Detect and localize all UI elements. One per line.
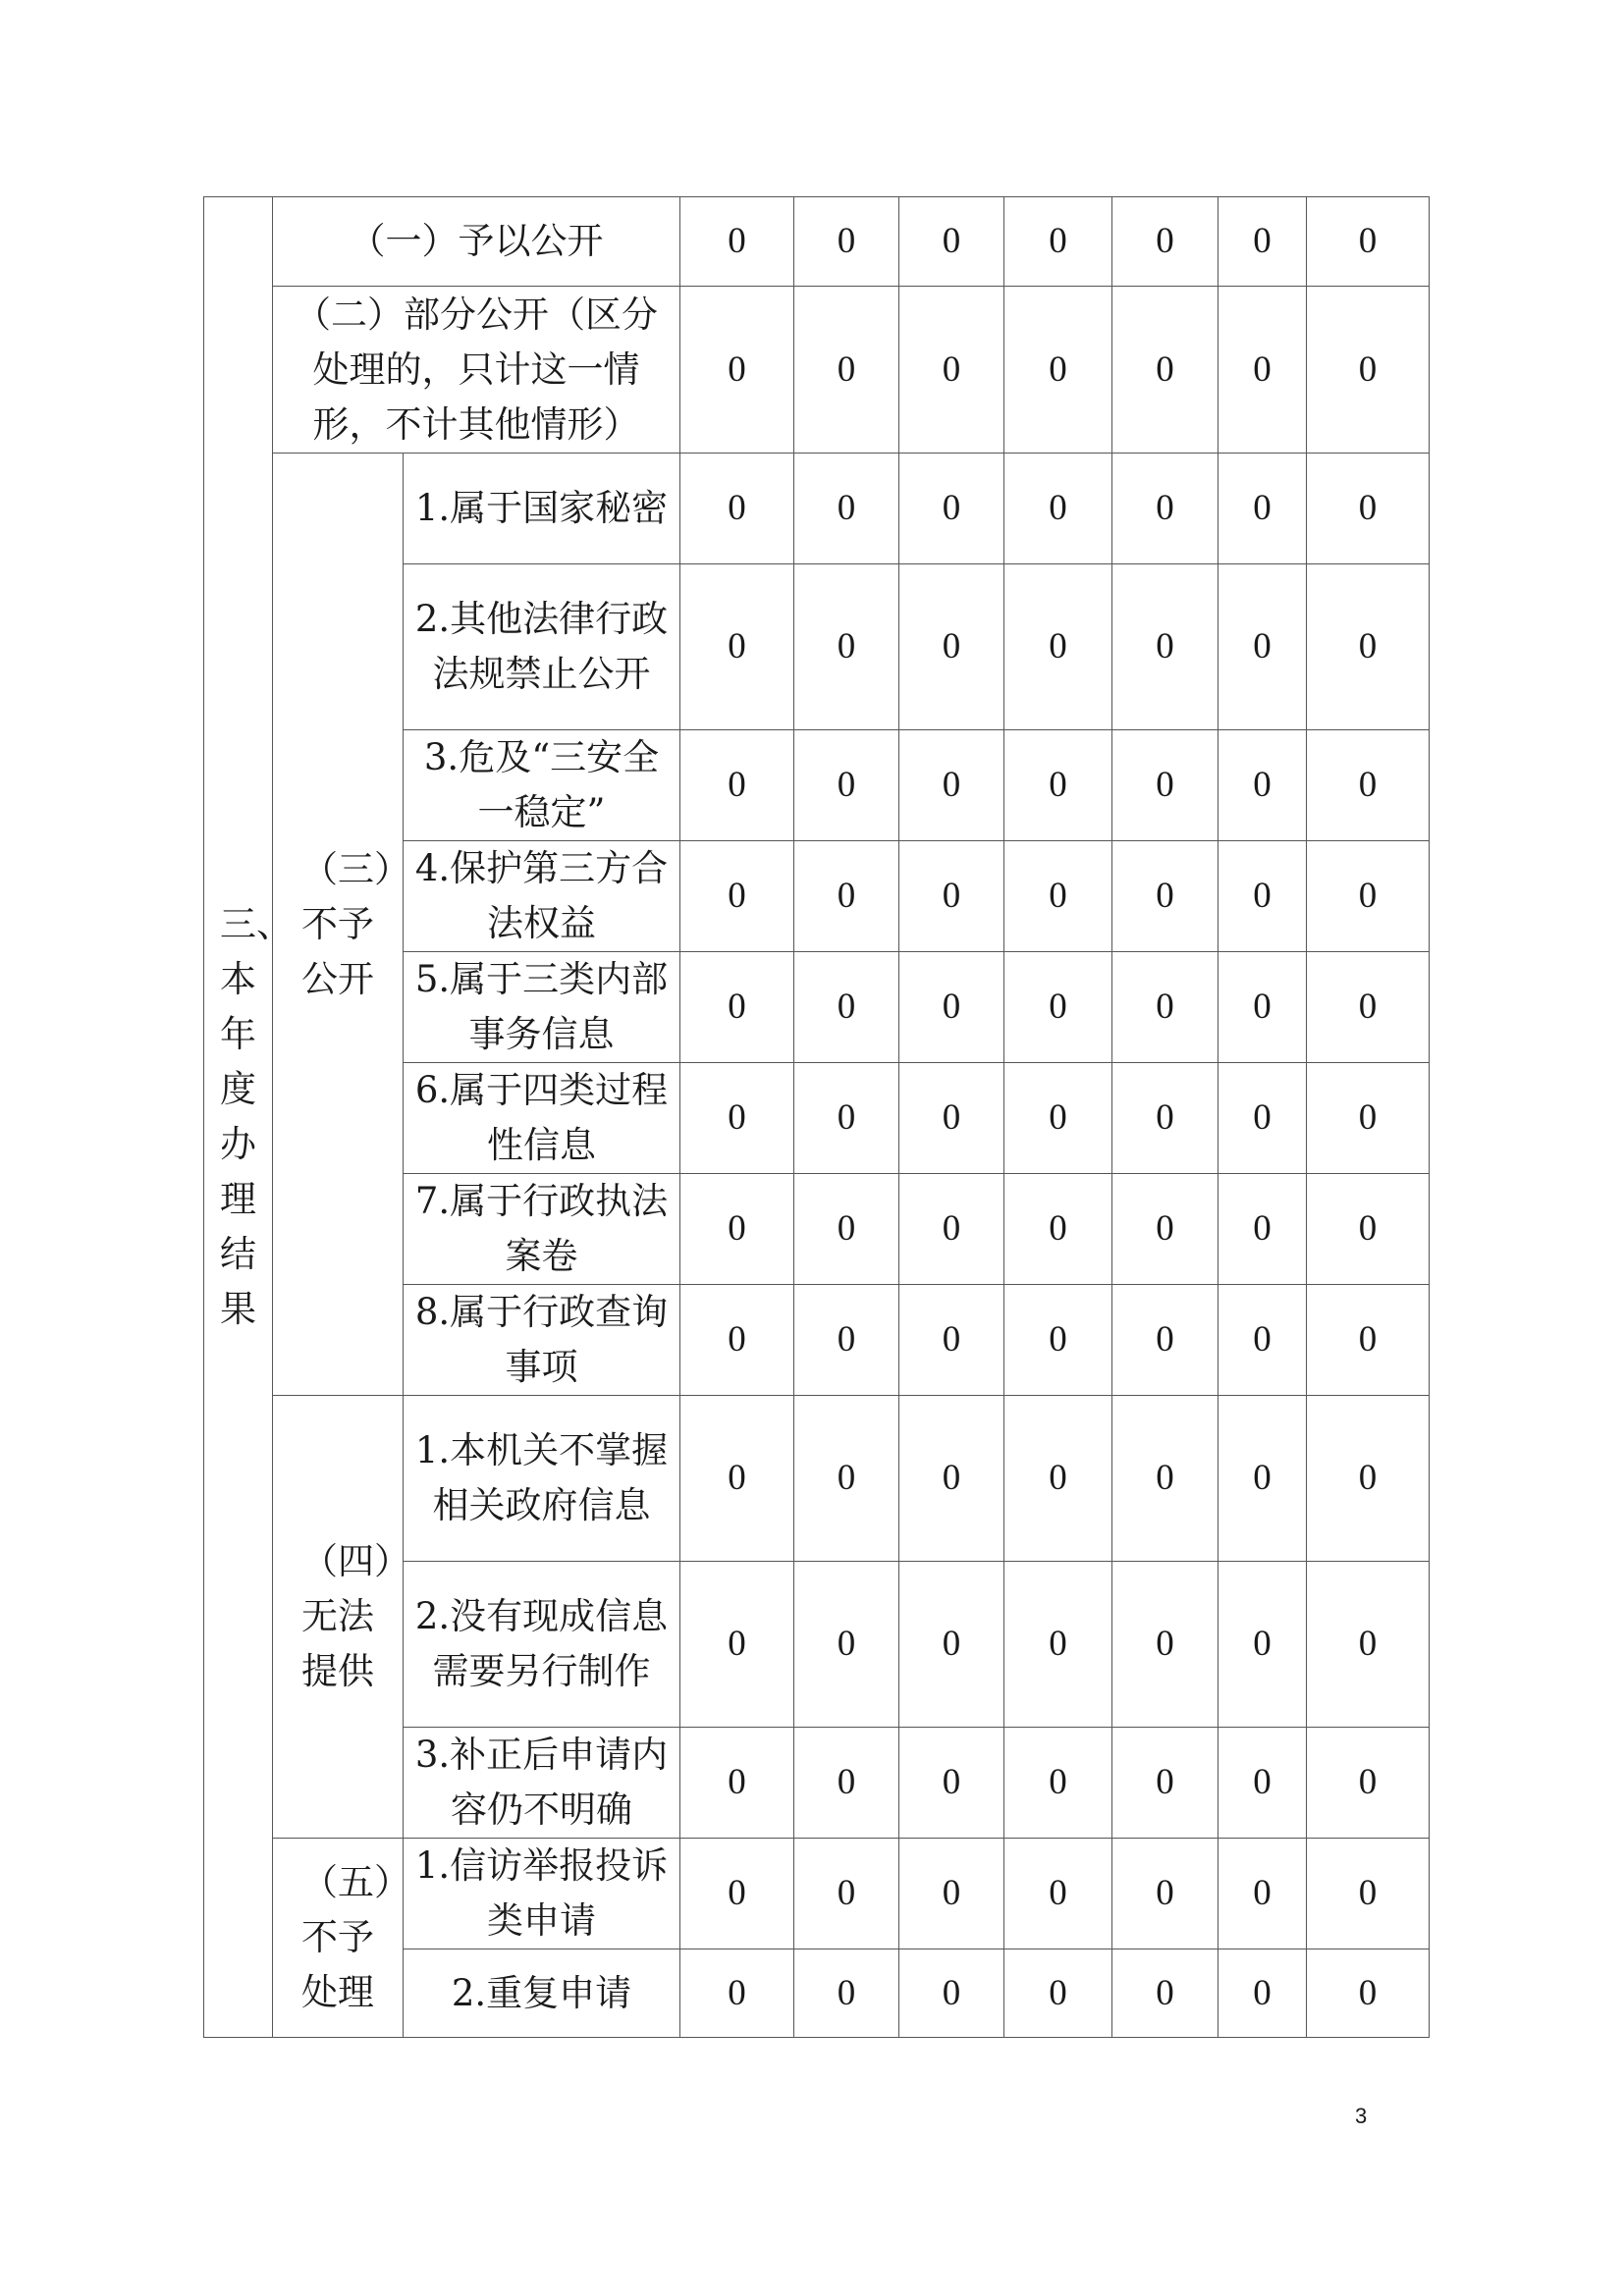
cell-value: 0	[899, 1285, 1004, 1396]
row-label: 7.属于行政执法案卷	[404, 1174, 680, 1285]
cell-value: 0	[1218, 564, 1307, 730]
cell-value: 0	[794, 1728, 899, 1839]
cell-value: 0	[680, 1174, 794, 1285]
cell-value: 0	[1112, 841, 1218, 952]
cell-value: 0	[1004, 841, 1112, 952]
section-label: 三、本年度办理结果	[204, 197, 273, 2038]
cell-value: 0	[1218, 454, 1307, 564]
row-label: 3.危及“三安全一稳定”	[404, 730, 680, 841]
cell-value: 0	[1307, 952, 1430, 1063]
cell-value: 0	[1218, 1949, 1307, 2038]
cell-value: 0	[1112, 1728, 1218, 1839]
cell-value: 0	[794, 1562, 899, 1728]
cell-value: 0	[1112, 197, 1218, 287]
cell-value: 0	[1307, 287, 1430, 454]
cell-value: 0	[1218, 287, 1307, 454]
cell-value: 0	[680, 1839, 794, 1949]
cell-value: 0	[1112, 1285, 1218, 1396]
cell-value: 0	[899, 1174, 1004, 1285]
table-row	[204, 1396, 1430, 1562]
row-label: 6.属于四类过程性信息	[404, 1063, 680, 1174]
row-label: 3.补正后申请内容仍不明确	[404, 1728, 680, 1839]
cell-value: 0	[1218, 1839, 1307, 1949]
cell-value: 0	[1112, 730, 1218, 841]
cell-value: 0	[1112, 287, 1218, 454]
row-label: 8.属于行政查询事项	[404, 1285, 680, 1396]
cell-value: 0	[1218, 1562, 1307, 1728]
cell-value: 0	[1307, 1285, 1430, 1396]
row-label: （一）予以公开	[273, 197, 680, 287]
cell-value: 0	[1307, 564, 1430, 730]
cell-value: 0	[1004, 454, 1112, 564]
cell-value: 0	[1112, 1839, 1218, 1949]
cell-value: 0	[1112, 564, 1218, 730]
cell-value: 0	[680, 841, 794, 952]
cell-value: 0	[794, 1949, 899, 2038]
cell-value: 0	[1004, 564, 1112, 730]
cell-value: 0	[794, 454, 899, 564]
cell-value: 0	[1307, 1063, 1430, 1174]
group-label-unable-to-provide: （四）无法提供	[273, 1396, 404, 1839]
cell-value: 0	[1004, 1396, 1112, 1562]
row-label: 4.保护第三方合法权益	[404, 841, 680, 952]
cell-value: 0	[1307, 1728, 1430, 1839]
row-label: 2.没有现成信息需要另行制作	[404, 1562, 680, 1728]
cell-value: 0	[1218, 1063, 1307, 1174]
cell-value: 0	[680, 1562, 794, 1728]
cell-value: 0	[1218, 1396, 1307, 1562]
cell-value: 0	[1218, 1174, 1307, 1285]
cell-value: 0	[794, 1285, 899, 1396]
cell-value: 0	[680, 1396, 794, 1562]
cell-value: 0	[680, 564, 794, 730]
cell-value: 0	[1112, 1949, 1218, 2038]
cell-value: 0	[680, 1285, 794, 1396]
cell-value: 0	[1004, 1285, 1112, 1396]
row-label: 2.重复申请	[404, 1949, 680, 2038]
cell-value: 0	[1004, 1562, 1112, 1728]
cell-value: 0	[899, 454, 1004, 564]
cell-value: 0	[1004, 1839, 1112, 1949]
cell-value: 0	[1307, 1174, 1430, 1285]
cell-value: 0	[1004, 1063, 1112, 1174]
row-label: （二）部分公开（区分处理的，只计这一情形，不计其他情形）	[273, 287, 680, 454]
cell-value: 0	[680, 730, 794, 841]
group-label-not-processed: （五）不予处理	[273, 1839, 404, 2038]
cell-value: 0	[1004, 1728, 1112, 1839]
cell-value: 0	[1112, 1562, 1218, 1728]
cell-value: 0	[899, 952, 1004, 1063]
cell-value: 0	[1218, 841, 1307, 952]
cell-value: 0	[680, 197, 794, 287]
cell-value: 0	[794, 1063, 899, 1174]
cell-value: 0	[680, 952, 794, 1063]
cell-value: 0	[794, 1174, 899, 1285]
cell-value: 0	[1307, 730, 1430, 841]
cell-value: 0	[1004, 287, 1112, 454]
cell-value: 0	[794, 287, 899, 454]
cell-value: 0	[794, 730, 899, 841]
cell-value: 0	[1004, 1174, 1112, 1285]
cell-value: 0	[899, 1949, 1004, 2038]
cell-value: 0	[1307, 1562, 1430, 1728]
cell-value: 0	[899, 287, 1004, 454]
cell-value: 0	[899, 1396, 1004, 1562]
cell-value: 0	[1112, 454, 1218, 564]
cell-value: 0	[794, 841, 899, 952]
cell-value: 0	[1307, 1949, 1430, 2038]
cell-value: 0	[1112, 1396, 1218, 1562]
row-label: 1.属于国家秘密	[404, 454, 680, 564]
row-label: 1.本机关不掌握相关政府信息	[404, 1396, 680, 1562]
table-row	[204, 454, 1430, 564]
cell-value: 0	[899, 841, 1004, 952]
cell-value: 0	[680, 1949, 794, 2038]
cell-value: 0	[1307, 1396, 1430, 1562]
page-number: 3	[1355, 2104, 1368, 2128]
cell-value: 0	[680, 1063, 794, 1174]
row-label: 2.其他法律行政法规禁止公开	[404, 564, 680, 730]
table-row	[204, 197, 1430, 287]
cell-value: 0	[1307, 1839, 1430, 1949]
cell-value: 0	[1218, 197, 1307, 287]
row-label: 5.属于三类内部事务信息	[404, 952, 680, 1063]
cell-value: 0	[899, 1839, 1004, 1949]
cell-value: 0	[1004, 730, 1112, 841]
cell-value: 0	[1112, 1063, 1218, 1174]
cell-value: 0	[1004, 197, 1112, 287]
table-row	[204, 287, 1430, 454]
cell-value: 0	[1004, 952, 1112, 1063]
cell-value: 0	[794, 1396, 899, 1562]
cell-value: 0	[794, 1839, 899, 1949]
cell-value: 0	[794, 952, 899, 1063]
cell-value: 0	[899, 1562, 1004, 1728]
row-label: 1.信访举报投诉类申请	[404, 1839, 680, 1949]
cell-value: 0	[1307, 197, 1430, 287]
disclosure-results-table	[203, 196, 1430, 2038]
cell-value: 0	[899, 730, 1004, 841]
cell-value: 0	[899, 197, 1004, 287]
cell-value: 0	[1112, 1174, 1218, 1285]
cell-value: 0	[794, 564, 899, 730]
cell-value: 0	[1218, 730, 1307, 841]
cell-value: 0	[899, 1728, 1004, 1839]
cell-value: 0	[1004, 1949, 1112, 2038]
cell-value: 0	[1218, 1285, 1307, 1396]
cell-value: 0	[680, 287, 794, 454]
cell-value: 0	[899, 564, 1004, 730]
cell-value: 0	[1218, 1728, 1307, 1839]
table-row	[204, 1839, 1430, 1949]
cell-value: 0	[1112, 952, 1218, 1063]
cell-value: 0	[899, 1063, 1004, 1174]
cell-value: 0	[1307, 841, 1430, 952]
cell-value: 0	[680, 454, 794, 564]
cell-value: 0	[794, 197, 899, 287]
cell-value: 0	[1307, 454, 1430, 564]
cell-value: 0	[680, 1728, 794, 1839]
group-label-not-disclosed: （三）不予公开	[273, 454, 404, 1396]
cell-value: 0	[1218, 952, 1307, 1063]
